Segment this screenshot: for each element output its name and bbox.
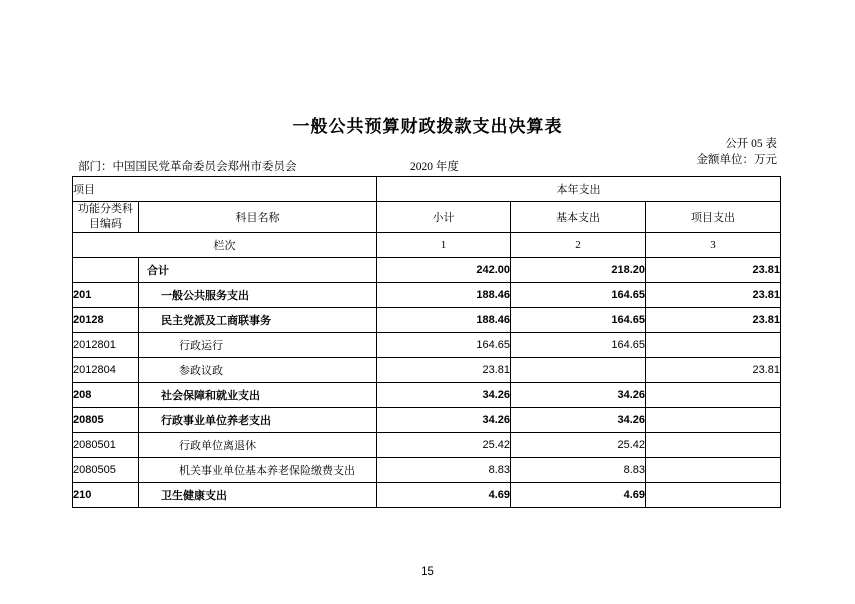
row-name: 社会保障和就业支出 (139, 383, 377, 408)
row-name: 合计 (139, 258, 377, 283)
table-row (73, 333, 781, 358)
header-function-code-line2: 目编码 (89, 218, 122, 230)
row-name: 行政事业单位养老支出 (139, 408, 377, 433)
row-project (646, 408, 781, 433)
row-project (646, 333, 781, 358)
row-code: 20805 (73, 408, 139, 433)
department-line (78, 158, 297, 174)
row-subtotal: 23.81 (377, 358, 511, 383)
row-code: 210 (73, 483, 139, 508)
row-code: 208 (73, 383, 139, 408)
row-subtotal: 188.46 (377, 308, 511, 333)
row-subtotal: 242.00 (377, 258, 511, 283)
row-subtotal: 34.26 (377, 408, 511, 433)
row-code: 2012801 (73, 333, 139, 358)
table-header-row-2 (73, 202, 781, 233)
row-project (646, 433, 781, 458)
table-row (73, 283, 781, 308)
public-table-label: 公开 05 表 (725, 138, 777, 150)
department-name: 中国国民党革命委员会郑州市委员会 (112, 161, 297, 173)
table-header-row-3 (73, 233, 781, 258)
row-project (646, 458, 781, 483)
row-name: 行政单位离退休 (139, 433, 377, 458)
table-row (73, 483, 781, 508)
row-name: 卫生健康支出 (139, 483, 377, 508)
department-label: 部门： (78, 161, 113, 173)
page-title: 一般公共预算财政拨款支出决算表 (292, 117, 563, 136)
table-header-row-1 (73, 177, 781, 202)
row-subtotal: 4.69 (377, 483, 511, 508)
row-code: 20128 (73, 308, 139, 333)
row-basic (511, 358, 646, 383)
row-basic: 164.65 (511, 283, 646, 308)
table-row (73, 358, 781, 383)
row-name: 一般公共服务支出 (139, 283, 377, 308)
row-project: 23.81 (646, 258, 781, 283)
row-code: 2012804 (73, 358, 139, 383)
document-meta-row (78, 158, 778, 174)
row-subtotal: 34.26 (377, 383, 511, 408)
row-code (73, 258, 139, 283)
table-row (73, 408, 781, 433)
page-number: 15 (421, 566, 434, 578)
amount-unit-label: 金额单位：万元 (696, 154, 777, 166)
header-subtotal: 小计 (377, 202, 511, 233)
header-subject-name: 科目名称 (139, 202, 377, 233)
budget-expenditure-table (72, 176, 781, 508)
header-basic-expenditure: 基本支出 (511, 202, 646, 233)
row-name: 民主党派及工商联事务 (139, 308, 377, 333)
header-function-code (73, 202, 139, 233)
row-project (646, 383, 781, 408)
table-row (73, 458, 781, 483)
row-basic: 4.69 (511, 483, 646, 508)
row-project: 23.81 (646, 358, 781, 383)
row-project: 23.81 (646, 308, 781, 333)
row-code: 2080501 (73, 433, 139, 458)
row-subtotal: 8.83 (377, 458, 511, 483)
table-row (73, 383, 781, 408)
row-project (646, 483, 781, 508)
table-row (73, 308, 781, 333)
row-basic: 164.65 (511, 308, 646, 333)
header-col-3: 3 (646, 233, 781, 258)
row-subtotal: 164.65 (377, 333, 511, 358)
header-column-row-label: 栏次 (73, 233, 377, 258)
row-subtotal: 188.46 (377, 283, 511, 308)
row-subtotal: 25.42 (377, 433, 511, 458)
row-project: 23.81 (646, 283, 781, 308)
row-basic: 34.26 (511, 383, 646, 408)
table-row (73, 433, 781, 458)
row-basic: 25.42 (511, 433, 646, 458)
header-function-code-line1: 功能分类科 (78, 203, 133, 215)
row-name: 机关事业单位基本养老保险缴费支出 (139, 458, 377, 483)
row-name: 行政运行 (139, 333, 377, 358)
row-code: 201 (73, 283, 139, 308)
fiscal-year: 2020 年度 (410, 161, 459, 173)
header-current-year: 本年支出 (377, 177, 781, 202)
header-col-1: 1 (377, 233, 511, 258)
row-name: 参政议政 (139, 358, 377, 383)
header-item-label: 项目 (73, 177, 377, 202)
row-basic: 164.65 (511, 333, 646, 358)
header-col-2: 2 (511, 233, 646, 258)
row-basic: 34.26 (511, 408, 646, 433)
row-code: 2080505 (73, 458, 139, 483)
table-row (73, 258, 781, 283)
row-basic: 218.20 (511, 258, 646, 283)
row-basic: 8.83 (511, 458, 646, 483)
header-project-expenditure: 项目支出 (646, 202, 781, 233)
